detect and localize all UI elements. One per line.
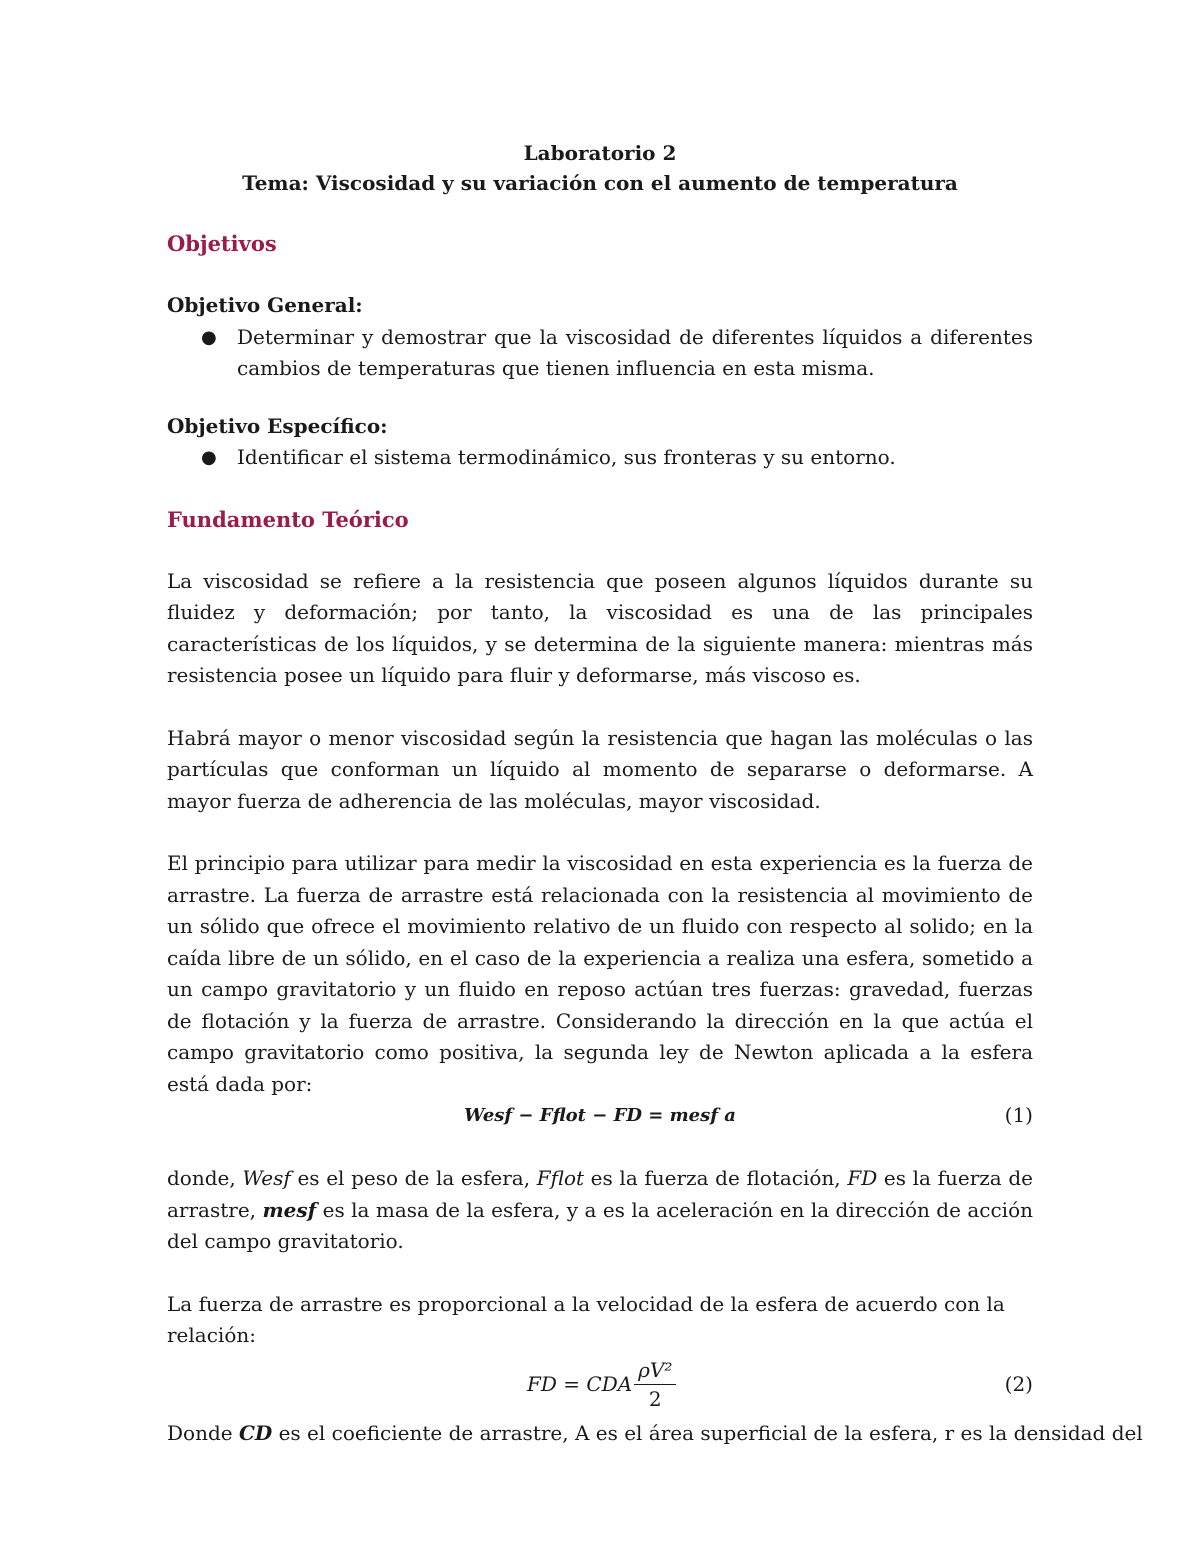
theory-paragraph-2: Habrá mayor o menor viscosidad según la resistencia que hagan las moléculas o las partículas que conforman un líquido al momento de separarse o deformarse. A mayor fuerza de adherencia de las moléculas, mayor viscosidad.	[167, 725, 1033, 813]
paragraph-text: es el coeficiente de arrastre, A es el área superficial de la esfera, r es la densidad del	[272, 1420, 1143, 1445]
equation-1	[167, 1100, 1033, 1132]
theory-paragraph-6	[167, 1418, 1143, 1450]
equation-2-number: (2)	[1004, 1371, 1033, 1396]
bullet-icon: ●	[201, 326, 217, 348]
document-page	[167, 138, 1143, 1449]
bullet-icon: ●	[201, 447, 217, 468]
lab-topic: Tema: Viscosidad y su variación con el aumento de temperatura	[242, 171, 958, 195]
paragraph-text: Donde	[167, 1420, 239, 1445]
specific-objective-text: Identificar el sistema termodinámico, sus fronteras y su entorno.	[237, 445, 896, 469]
specific-objective-label: Objetivo Específico:	[167, 413, 388, 438]
equation-1-formula: Wesf − Fflot − FD = mesf a	[464, 1105, 736, 1126]
math-symbol: Wesf	[242, 1166, 291, 1190]
general-objective-list	[167, 322, 1033, 385]
theory-heading: Fundamento Teórico	[167, 506, 409, 532]
paragraph-text: donde,	[167, 1166, 243, 1190]
general-objective-label: Objetivo General:	[167, 293, 363, 317]
equation-2-lhs: FD = CDA	[527, 1371, 633, 1396]
equation-2-numerator: ρV²	[634, 1356, 676, 1385]
objectives-heading: Objetivos	[167, 231, 277, 256]
list-item	[167, 442, 1033, 474]
lab-title: Laboratorio 2	[523, 141, 677, 165]
equation-2-formula	[527, 1352, 676, 1418]
theory-paragraph-1: La viscosidad se refiere a la resistencia que poseen algunos líquidos durante su fluidez y deformación; por tanto, la viscosidad es una de las principales características de los líquidos, y se determina de la siguiente manera: mientras más resistencia posee un líquido para fluir y deformarse, más viscoso es.	[167, 568, 1033, 687]
theory-paragraph-3: El principio para utilizar para medir la viscosidad en esta experiencia es la fuerza de arrastre. La fuerza de arrastre está relacionada con la resistencia al movimiento de un sólido que ofrece el movimiento relativo de un fluido con respecto al solido; en la caída libre de un sólido, en el caso de la experiencia a realiza una esfera, sometido a un campo gravitatorio y un fluido en reposo actúan tres fuerzas: gravedad, fuerzas de flotación y la fuerza de arrastre. Considerando la dirección en la que actúa el campo gravitatorio como positiva, la segunda ley de Newton aplicada a la esfera está dada por:	[167, 851, 1033, 1096]
theory-paragraph-4	[167, 1163, 1033, 1258]
equation-2	[167, 1352, 1033, 1418]
equation-1-number: (1)	[1004, 1103, 1033, 1127]
paragraph-text: es la fuerza de arrastre,	[167, 1166, 1034, 1222]
specific-objective-list	[167, 442, 1033, 474]
equation-2-fraction	[634, 1356, 676, 1413]
paragraph-text: es la masa de la esfera, y a es la aceleración en la dirección de acción del campo gravitatorio.	[167, 1197, 1033, 1253]
math-symbol: CD	[238, 1420, 273, 1445]
paragraph-text: es el peso de la esfera,	[290, 1166, 537, 1190]
math-symbol: FD	[847, 1166, 878, 1190]
equation-2-denominator: 2	[648, 1387, 662, 1411]
list-item	[167, 322, 1033, 385]
theory-paragraph-5: La fuerza de arrastre es proporcional a la velocidad de la esfera de acuerdo con la relación:	[167, 1291, 1005, 1347]
paragraph-text: es la fuerza de flotación,	[584, 1166, 848, 1190]
math-symbol: Fflot	[536, 1166, 585, 1190]
math-symbol: mesf	[262, 1197, 317, 1222]
general-objective-text: Determinar y demostrar que la viscosidad de diferentes líquidos a diferentes cambios de temperaturas que tienen influencia en esta misma.	[237, 324, 1033, 380]
